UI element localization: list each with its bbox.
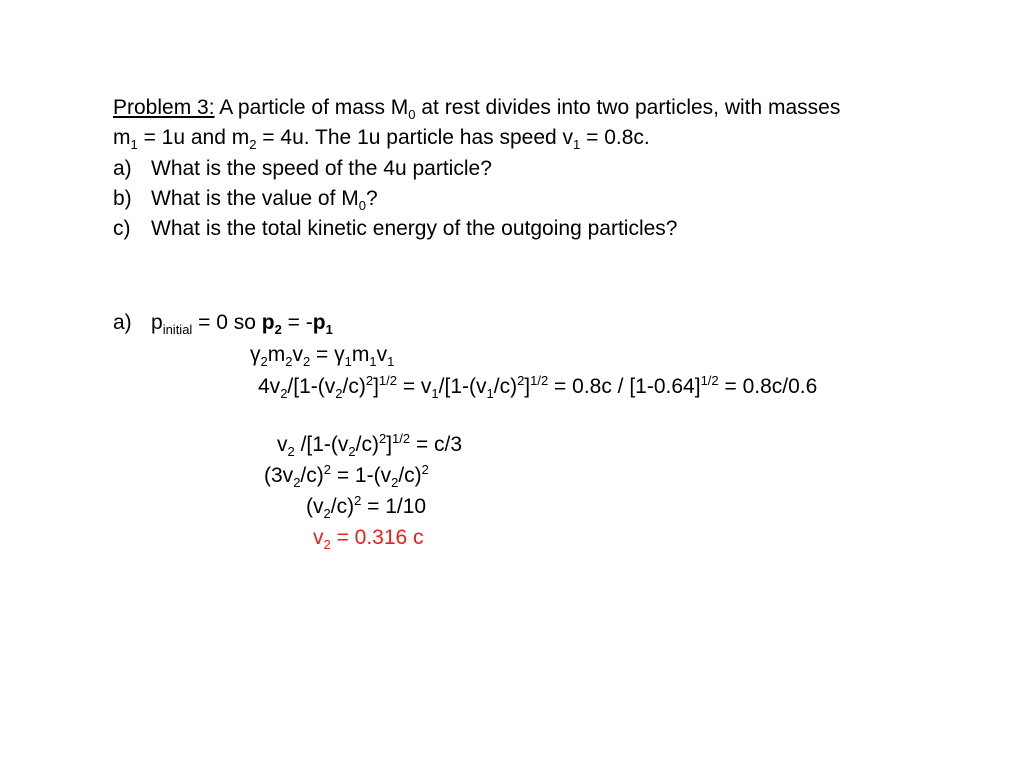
problem-statement-line-1: Problem 3: A particle of mass $M_0$ at rest divides into two particles, with masses bbox=[113, 96, 841, 122]
solution-step-1: a) $p_{initial} = 0$ so $p_2 = -p_1$ bbox=[113, 311, 333, 337]
solution-step-4: $v_2$ $/[1-(v_2/c)^2]^{1/2} = c/3$ bbox=[277, 431, 463, 459]
question-b: b) What is the value of $M_0$? bbox=[113, 187, 378, 213]
answer-line: $v_2 = 0.316$ c bbox=[313, 526, 424, 552]
solution-step-3: $4v_2/[1-(v_2/c)^2]^{1/2} = v_1/[1-(v_1/c)^2]^{1/2} = 0.8c / [1-0.64]^{1/2} = 0.8c/0.6$ bbox=[258, 373, 818, 401]
question-c: c) What is the total kinetic energy of the outgoing particles? bbox=[113, 217, 678, 240]
solution-step-6: $(v_2/c)^2 = 1/10$ bbox=[306, 493, 427, 521]
question-a: a) What is the speed of the 4u particle? bbox=[113, 157, 492, 180]
problem-heading: Problem 3: bbox=[113, 96, 215, 119]
solution-step-2: $\gamma_2m_2v_2 = \gamma_1m_1v_1$ bbox=[250, 343, 395, 369]
solution-step-5: $(3v_2/c)^2 = 1-(v_2/c)^2$ bbox=[264, 462, 429, 490]
problem-statement-line-2: $m_1 = 1u$ and $m_2 = 4u$. The 1u particle has speed $v_1 = 0.8c$. bbox=[113, 126, 650, 152]
